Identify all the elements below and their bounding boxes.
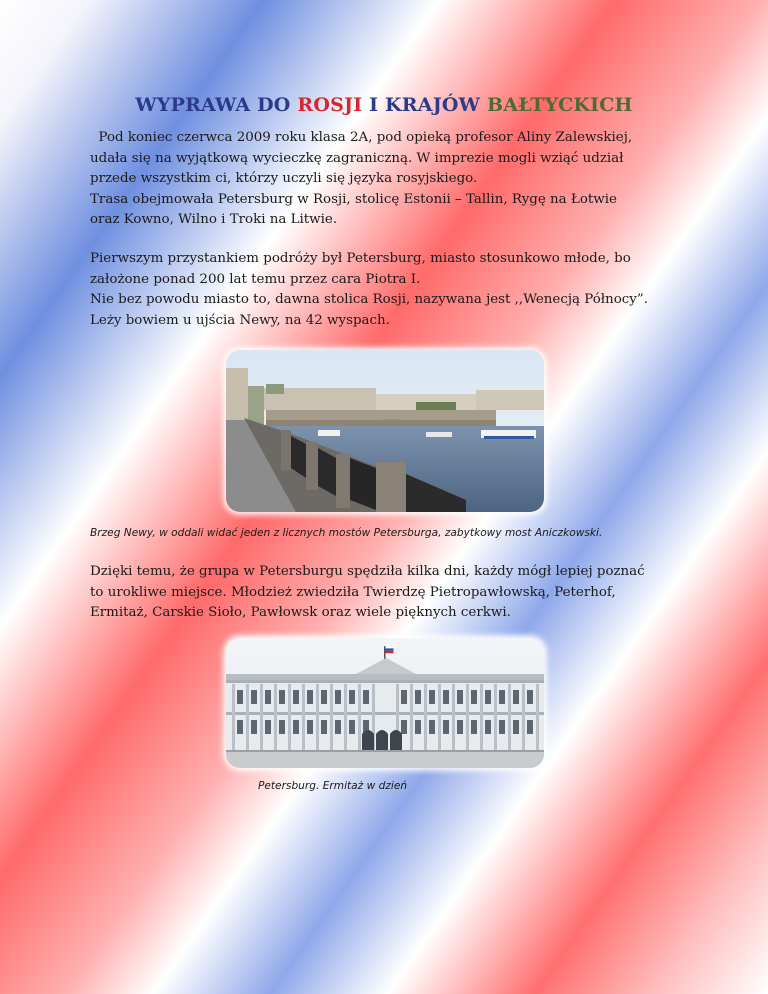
text-line: to urokliwe miejsce. Młodzież zwiedziła Twierdzę Pietropawłowską, Peterhof, xyxy=(90,584,616,600)
neva-embankment-photo xyxy=(226,350,544,512)
photo-caption-neva: Brzeg Newy, w oddali widać jeden z licznych mostów Petersburga, zabytkowy most Aniczkowski. xyxy=(90,527,603,539)
text-line: Nie bez powodu miasto to, dawna stolica Rosji, nazywana jest ,,Wenecją Północy”. xyxy=(90,292,648,307)
text-line: oraz Kowno, Wilno i Troki na Litwie. xyxy=(90,212,338,227)
third-paragraph xyxy=(90,562,690,624)
title-part-3: I KRAJÓW xyxy=(362,94,487,116)
intro-paragraph xyxy=(90,128,690,231)
neva-embankment-image xyxy=(226,350,544,512)
text-line: Leży bowiem u ujścia Newy, na 42 wyspach. xyxy=(90,312,390,328)
text-line: przede wszystkim ci, którzy uczyli się języka rosyjskiego. xyxy=(90,171,478,186)
title-part-1: WYPRAWA DO xyxy=(135,94,298,116)
title-part-2: ROSJI xyxy=(297,94,363,116)
text-line: udała się na wyjątkową wycieczkę zagraniczną. W imprezie mogli wziąć udział xyxy=(90,150,624,166)
article-title xyxy=(0,94,768,116)
hermitage-photo xyxy=(226,638,544,768)
text-line: założone ponad 200 lat temu przez cara Piotra I. xyxy=(90,271,421,287)
text-line: Dzięki temu, że grupa w Petersburgu spędziła kilka dni, każdy mógł lepiej poznać xyxy=(90,564,645,579)
text-line: Ermitaż, Carskie Sioło, Pawłowsk oraz wiele pięknych cerkwi. xyxy=(90,605,511,620)
photo-caption-hermitage: Petersburg. Ermitaż w dzień xyxy=(258,780,408,792)
text-line: Trasa obejmowała Petersburg w Rosji, stolicę Estonii – Tallin, Rygę na Łotwie xyxy=(90,191,617,207)
title-part-4: BAŁTYCKICH xyxy=(487,94,633,116)
text-line: Pod koniec czerwca 2009 roku klasa 2A, pod opieką profesor Aliny Zalewskiej, xyxy=(90,130,633,145)
second-paragraph xyxy=(90,249,690,331)
text-line: Pierwszym przystankiem podróży był Petersburg, miasto stosunkowo młode, bo xyxy=(90,251,631,266)
hermitage-image xyxy=(226,638,544,768)
